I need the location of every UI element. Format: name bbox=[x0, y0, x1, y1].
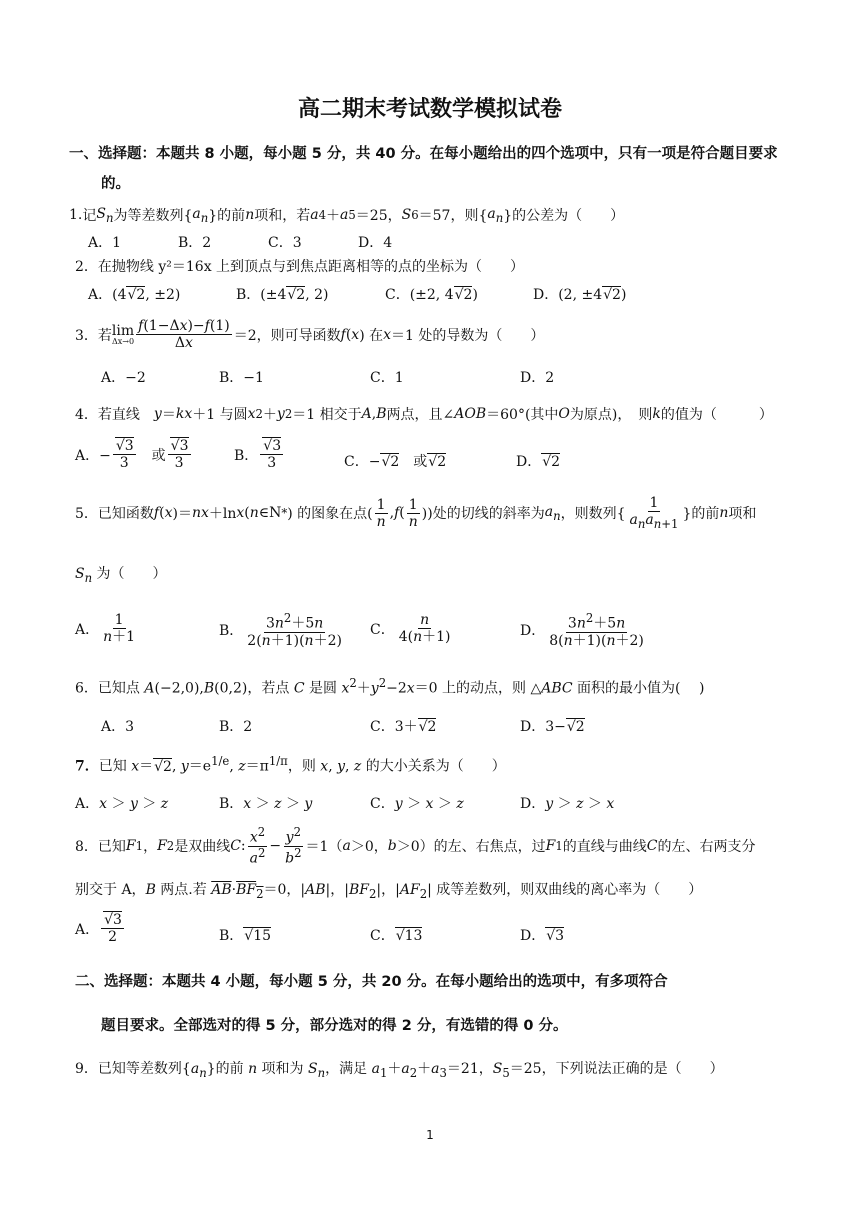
q5-option-d: D． $\frac{3n^2+5n}{8(n+1)(n+2)}$ bbox=[520, 611, 644, 649]
question-2: 2．在抛物线 y²＝16x 上到顶点与到焦点距离相等的点的坐标为（ ） bbox=[75, 259, 525, 275]
q2-option-c: C．(±2, 4√2) bbox=[385, 287, 478, 303]
page-title: 高二期末考试数学模拟试卷 bbox=[297, 97, 562, 122]
q3-option-d: D．2 bbox=[520, 370, 555, 386]
section-2-heading-cont: 题目要求。全部选对的得 5 分，部分选对的得 2 分，有选错的得 0 分。 bbox=[101, 1018, 568, 1034]
q8-option-d: D．√3 bbox=[520, 928, 565, 944]
q2-option-d: D．(2, ±4√2) bbox=[533, 287, 627, 303]
q7-option-c: C．y ＞ x ＞ z bbox=[370, 796, 464, 812]
q4-option-d: D．√2 bbox=[516, 454, 561, 470]
q1-option-b: B．2 bbox=[178, 235, 212, 251]
q4-option-a: A．− $\frac{√3}{3}$ 或 $\frac{√3}{3}$ bbox=[75, 438, 189, 472]
q5-option-c: C． $\frac{n}{4(n+1)}$ bbox=[370, 612, 451, 646]
q1-option-d: D．4 bbox=[358, 235, 393, 251]
q1-option-c: C．3 bbox=[268, 235, 302, 251]
section-1-heading-cont: 的。 bbox=[101, 176, 130, 192]
q6-option-d: D．3−√2 bbox=[520, 719, 585, 735]
question-6: 6．已知点 A(−2,0),B(0,2)，若点 C 是圆 $x^2+y^2-2x=0$ 上的动点，则 △ABC 面积的最小值为( ) bbox=[75, 676, 705, 697]
q8-option-c: C．√13 bbox=[370, 928, 423, 944]
question-3: 3． 若 lim Δx→0 $\frac{f(1-\Delta x)-f(1)}{\Delta x}$ ＝2，则可导函数 f ( x ) 在 x ＝1 处的导数为（ ） bbox=[75, 318, 545, 352]
q6-option-b: B．2 bbox=[219, 719, 253, 735]
question-5: 5． 已知函数 f ( x )＝ nx ＋ln x ( n ∈N * ) 的图象在点( $\frac{1}{n}$ , f ( $\frac{1}{n}$ ))处的切线的斜率为 $a_n$ ，则数列{ $\frac{1}{a_na_{n+1}}$ }的前 n 项和 bbox=[75, 495, 757, 531]
section-1-heading: 一、选择题：本题共 8 小题，每小题 5 分，共 40 分。在每小题给出的四个选项中，只有一项是符合题目要求 bbox=[69, 146, 778, 162]
q4-option-c: C．−√2 或√2 bbox=[344, 454, 447, 470]
section-2-heading: 二、选择题：本题共 4 小题，每小题 5 分，共 20 分。在每小题给出的选项中，有多项符合 bbox=[75, 974, 668, 990]
question-8: 8． 已知 F 1 ， F 2 是双曲线 C : $\frac{x^2}{a^2}$ − $\frac{y^2}{b^2}$ ＝1（ a ＞0， b ＞0）的左、右焦点，过 F 1 的直线与曲线 C 的左、右两支分 bbox=[75, 825, 756, 867]
q7-option-d: D．y ＞ z ＞ x bbox=[520, 796, 615, 812]
q4-option-b: B． $\frac{√3}{3}$ bbox=[234, 438, 282, 472]
q7-option-b: B．x ＞ z ＞ y bbox=[219, 796, 313, 812]
q3-option-c: C．1 bbox=[370, 370, 404, 386]
page-number: 1 bbox=[426, 1128, 434, 1142]
q6-option-a: A．3 bbox=[101, 719, 135, 735]
question-4: 4． 若直线 y ＝ kx ＋1 与圆 x 2 ＋ y 2 ＝1 相交于 A , B 两点，且∠ AOB ＝60°(其中 O 为原点)， 则 k 的值为（ ） bbox=[75, 406, 773, 423]
question-9: 9．已知等差数列$\{a_n\}$的前 n 项和为 $S_n$，满足 $a_1+a_2+a_3=21$，$S_5=25$，下列说法正确的是（ ） bbox=[75, 1061, 724, 1080]
q1-option-a: A．1 bbox=[88, 235, 122, 251]
question-7: 7．已知 x＝√2, $y=e^{1/e}$, $z=\pi^{1/\pi}$，则 x, y, z 的大小关系为（ ） bbox=[75, 754, 506, 775]
q3-option-a: A．−2 bbox=[101, 370, 146, 386]
question-8-cont: 别交于 A，B 两点.若 $\overline{AB}\cdot BF_2=0$，|AB|，$|BF_2|$，$|AF_2|$ 成等差数列，则双曲线的离心率为（ ） bbox=[75, 882, 703, 901]
q5-option-b: B． $\frac{3n^2+5n}{2(n+1)(n+2)}$ bbox=[219, 611, 342, 649]
q8-option-b: B．√15 bbox=[219, 928, 272, 944]
q6-option-c: C．3＋√2 bbox=[370, 719, 437, 735]
q2-option-a: A．(4√2, ±2) bbox=[88, 287, 181, 303]
question-1: 1. 记 $S_n$ 为等差数列{ $a_n$ }的前 n 项和，若 a 4 ＋ a 5 ＝25， S 6 ＝57，则{ $a_n$ }的公差为（ ） bbox=[69, 205, 625, 225]
q2-option-b: B．(±4√2, 2) bbox=[236, 287, 329, 303]
q3-option-b: B．−1 bbox=[219, 370, 264, 386]
question-5-cont: $S_n$ 为（ ） bbox=[75, 566, 167, 585]
q8-option-a: A． $\frac{√3}{2}$ bbox=[75, 912, 122, 946]
q5-option-a: A． $\frac{1}{n+1}$ bbox=[75, 612, 136, 646]
q7-option-a: A．x ＞ y ＞ z bbox=[75, 796, 169, 812]
